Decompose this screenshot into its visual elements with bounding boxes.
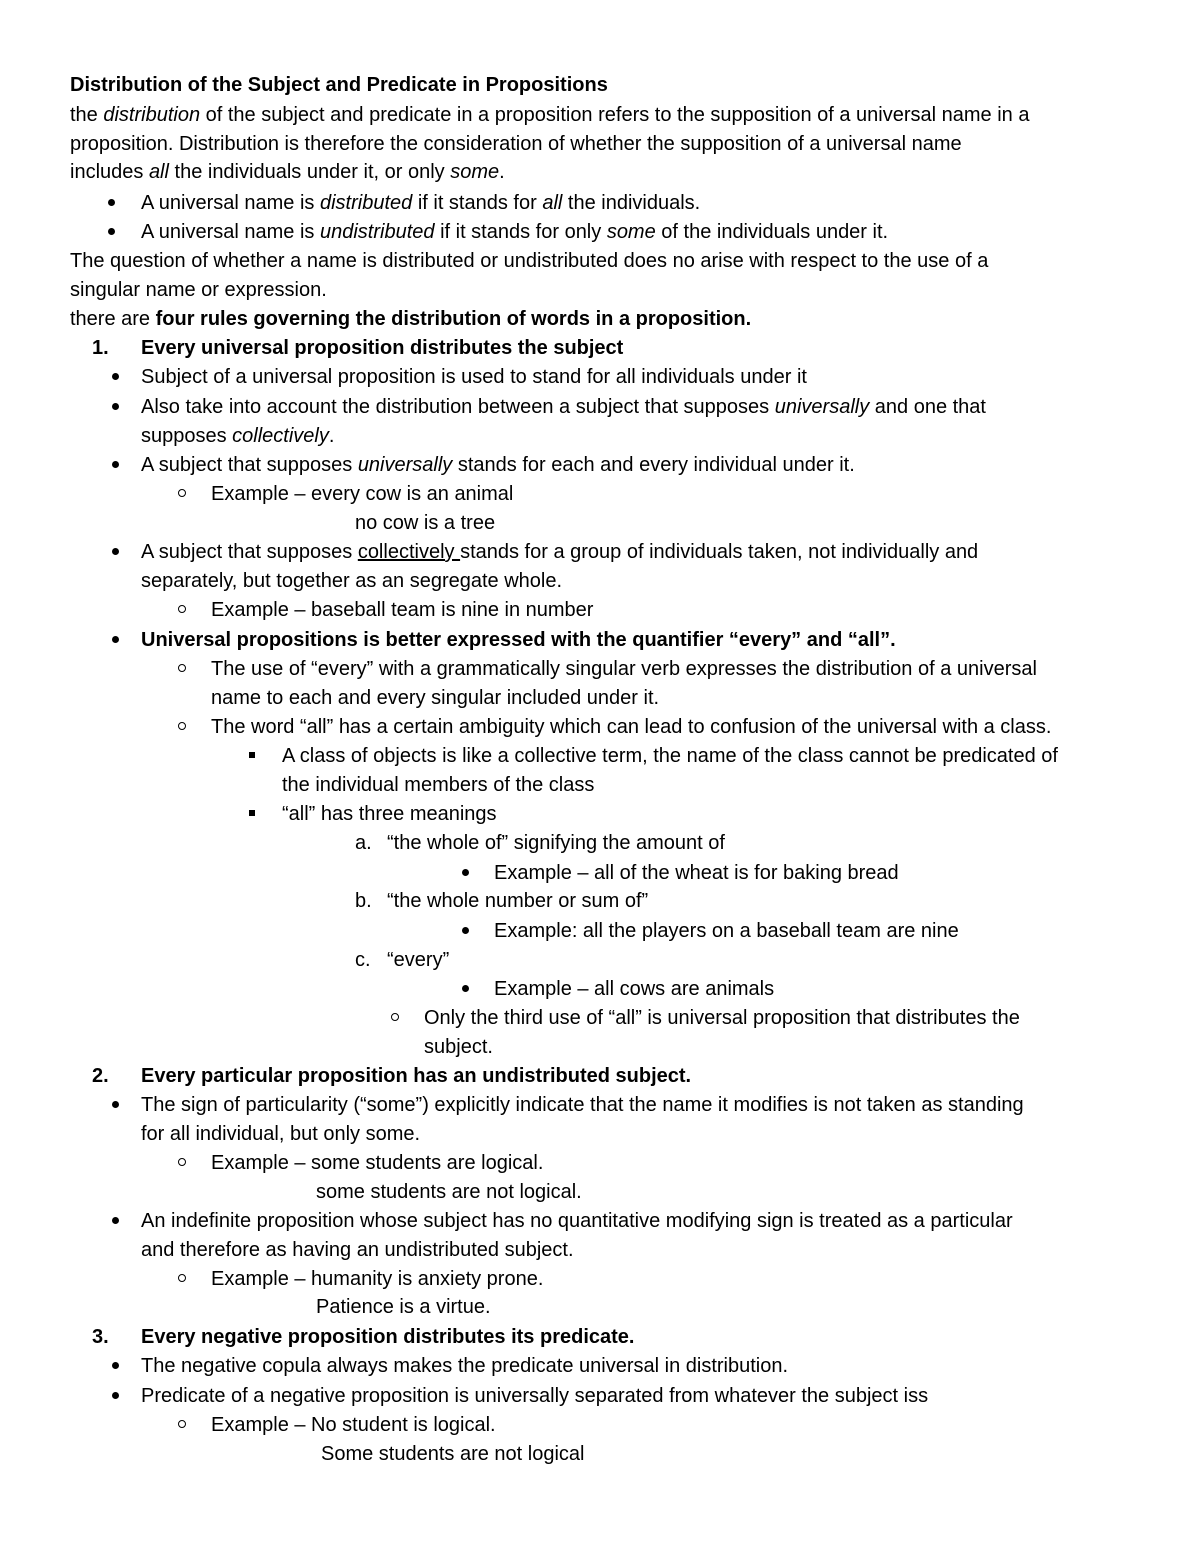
meaning-b: b. “the whole number or sum of” [355,890,649,912]
rule-2-point: The sign of particularity (“some”) explicitly indicate that the name it modifies is not taken as standing [0,1090,1200,1120]
rule-3-example-cont: Some students are not logical [321,1443,585,1465]
intro-line-1: the distribution of the subject and predicate in a proposition refers to the supposition of a universal name in a [70,104,1030,126]
bullet-icon [462,858,469,888]
sub-bullet-icon [391,1003,399,1033]
rule-2-point: An indefinite proposition whose subject has no quantitative modifying sign is treated as a particular [0,1206,1200,1236]
rule-2-example: Example – some students are logical. [0,1148,1200,1178]
rule-1-point: A subject that supposes collectively stands for a group of individuals taken, not individually and [0,537,1200,567]
singular-note-line-2: singular name or expression. [70,279,327,301]
rule-1-example: Example – baseball team is nine in number [0,595,1200,625]
rule-1-point: Also take into account the distribution between a subject that supposes universally and one that [0,392,1200,422]
sub-bullet-icon [178,1148,186,1178]
meaning-a: a. “the whole of” signifying the amount of [355,832,725,854]
meaning-a-example: Example – all of the wheat is for baking bread [0,858,1200,888]
sub-bullet-icon [178,712,186,742]
square-bullet-icon [249,799,255,829]
meaning-conclusion: Only the third use of “all” is universal proposition that distributes the [0,1003,1200,1033]
rule-1-point: A subject that supposes universally stands for each and every individual under it. [0,450,1200,480]
bullet-icon [112,450,119,480]
rule-3-example: Example – No student is logical. [0,1410,1200,1440]
sub-bullet-icon [178,654,186,684]
rule-1-point-cont: separately, but together as an segregate whole. [141,570,563,592]
rule-1-third-level-cont: the individual members of the class [282,774,595,796]
rule-2-point-cont: for all individual, but only some. [141,1123,421,1145]
rule-2-example: Example – humanity is anxiety prone. [0,1264,1200,1294]
document-title: Distribution of the Subject and Predicate in Propositions [70,74,608,96]
sub-bullet-icon [178,595,186,625]
bullet-icon [462,916,469,946]
rule-1-sub-point-cont: name to each and every singular included under it. [211,687,660,709]
sub-bullet-icon [178,1264,186,1294]
rule-2-example-cont: Patience is a virtue. [316,1296,491,1318]
meaning-b-example: Example: all the players on a baseball team are nine [0,916,1200,946]
bullet-icon [108,217,115,247]
rule-3-heading: 3. Every negative proposition distributes its predicate. [92,1326,635,1348]
rule-1-heading: 1. Every universal proposition distributes the subject [92,337,624,359]
rule-1-point: Subject of a universal proposition is used to stand for all individuals under it [0,362,1200,392]
singular-note-line-1: The question of whether a name is distributed or undistributed does no arise with respect to the use of a [70,250,989,272]
bullet-icon [462,974,469,1004]
bullet-icon [112,1206,119,1236]
intro-bullet-distributed: A universal name is distributed if it stands for all the individuals. [0,188,1200,218]
rules-intro: there are four rules governing the distribution of words in a proposition. [70,308,752,330]
rule-1-sub-point: The use of “every” with a grammatically singular verb expresses the distribution of a universal [0,654,1200,684]
rule-1-point-cont: supposes collectively. [141,425,335,447]
sub-bullet-icon [178,479,186,509]
meaning-c: c. “every” [355,949,450,971]
bullet-icon [112,537,119,567]
rule-2-point-cont: and therefore as having an undistributed subject. [141,1239,574,1261]
rule-2-heading: 2. Every particular proposition has an undistributed subject. [92,1065,692,1087]
rule-2-example-cont: some students are not logical. [316,1181,582,1203]
bullet-icon [112,362,119,392]
rule-3-point: Predicate of a negative proposition is universally separated from whatever the subject iss [0,1381,1200,1411]
rule-1-third-level: A class of objects is like a collective term, the name of the class cannot be predicated of [0,741,1200,771]
bullet-icon [112,1381,119,1411]
bullet-icon [112,1090,119,1120]
sub-bullet-icon [178,1410,186,1440]
rule-1-third-level: “all” has three meanings [0,799,1200,829]
intro-line-3: includes all the individuals under it, or only some. [70,161,505,183]
intro-bullet-undistributed: A universal name is undistributed if it stands for only some of the individuals under it. [0,217,1200,247]
meaning-conclusion-cont: subject. [424,1036,493,1058]
bullet-icon [112,625,119,655]
bullet-icon [108,188,115,218]
bullet-icon [112,392,119,422]
meaning-c-example: Example – all cows are animals [0,974,1200,1004]
rule-1-example-cont: no cow is a tree [355,512,496,534]
intro-line-2: proposition. Distribution is therefore the consideration of whether the supposition of a universal name [70,133,962,155]
square-bullet-icon [249,741,255,771]
rule-1-point: Universal propositions is better expressed with the quantifier “every” and “all”. [0,625,1200,655]
rule-3-point: The negative copula always makes the predicate universal in distribution. [0,1351,1200,1381]
rule-1-example: Example – every cow is an animal [0,479,1200,509]
rule-1-sub-point: The word “all” has a certain ambiguity which can lead to confusion of the universal with a class. [0,712,1200,742]
bullet-icon [112,1351,119,1381]
